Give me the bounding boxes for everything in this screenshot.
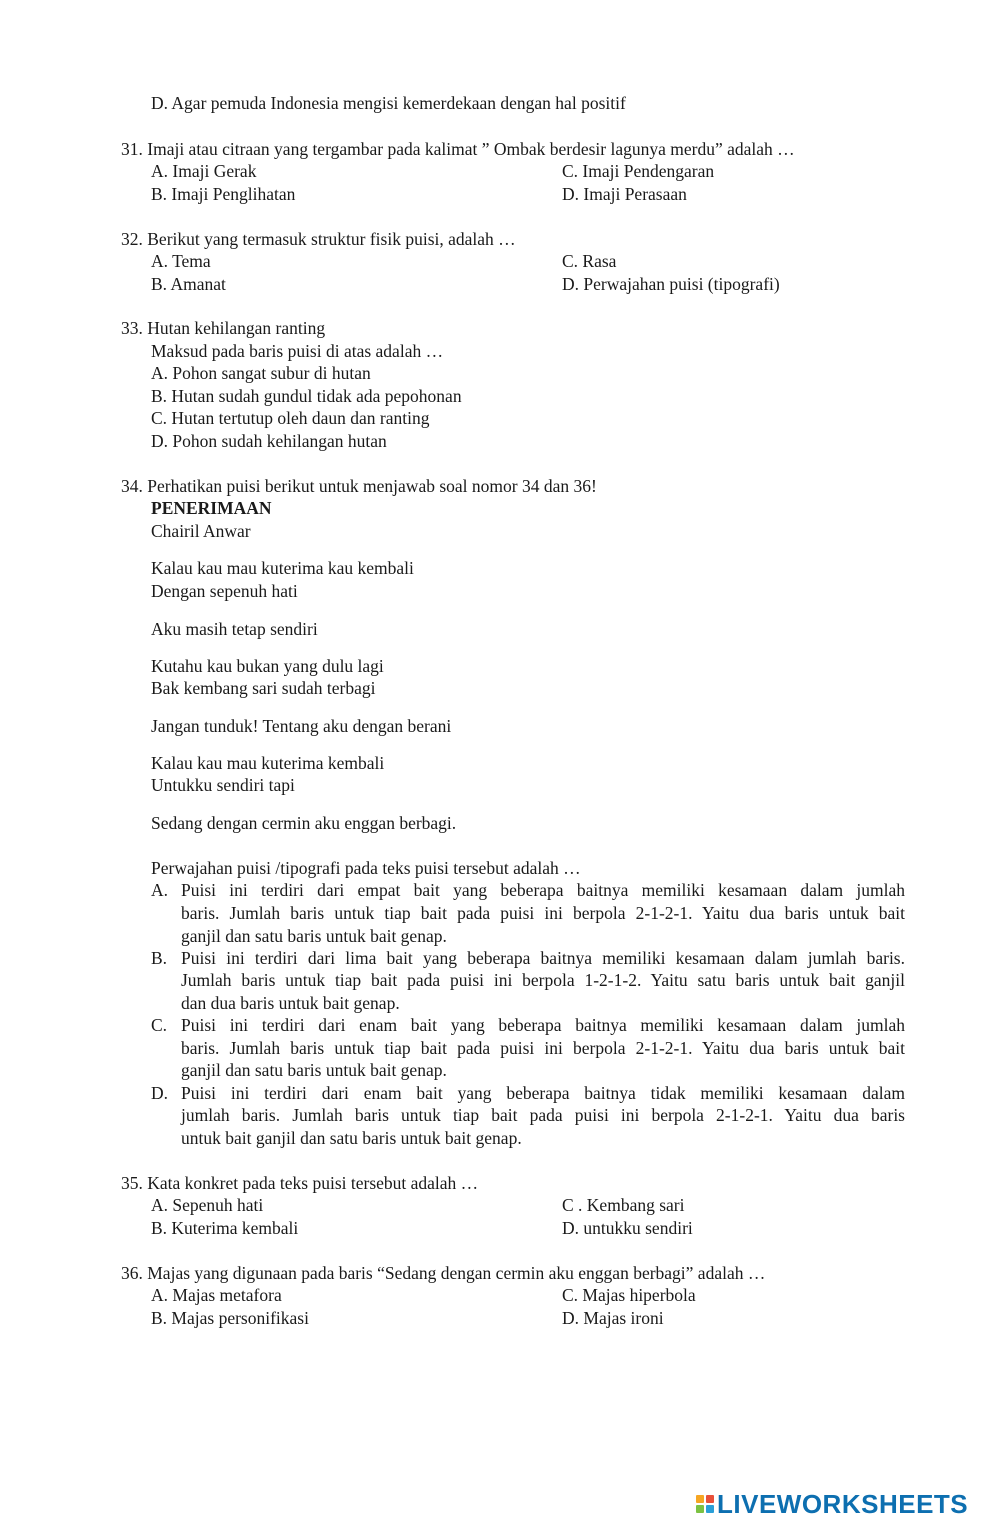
q34-option-c-line: Puisi ini terdiri dari enam bait yang beberapa baitnya memiliki kesamaan dalam jumlah — [181, 1015, 905, 1035]
q34-option-a-line: ganjil dan satu baris untuk bait genap. — [181, 926, 447, 946]
q32-option-a: A. Tema — [151, 251, 211, 271]
poem-title: PENERIMAAN — [151, 498, 272, 518]
q31-option-c: C. Imaji Pendengaran — [562, 161, 715, 181]
q31-stem: 31. Imaji atau citraan yang tergambar pada kalimat ” Ombak berdesir lagunya merdu” adalah … — [121, 139, 795, 159]
q34-stem: 34. Perhatikan puisi berikut untuk menjawab soal nomor 34 dan 36! — [121, 476, 597, 496]
q30-option-d: D. Agar pemuda Indonesia mengisi kemerdekaan dengan hal positif — [151, 93, 626, 113]
q33-option-c: C. Hutan tertutup oleh daun dan ranting — [151, 408, 430, 428]
q34-option-b-line: dan dua baris untuk bait genap. — [181, 993, 400, 1013]
poem-line: Jangan tunduk! Tentang aku dengan berani — [151, 716, 452, 736]
poem-line: Aku masih tetap sendiri — [151, 619, 318, 639]
q33-stem: 33. Hutan kehilangan ranting — [121, 318, 326, 338]
q33-option-a: A. Pohon sangat subur di hutan — [151, 363, 371, 383]
liveworksheets-logo-icon — [696, 1495, 714, 1513]
q35-option-c: C . Kembang sari — [562, 1195, 685, 1215]
q33-option-d: D. Pohon sudah kehilangan hutan — [151, 431, 387, 451]
q32-stem: 32. Berikut yang termasuk struktur fisik puisi, adalah … — [121, 229, 516, 249]
q34-option-b-line: Puisi ini terdiri dari lima bait yang beberapa baitnya memiliki kesamaan dalam jumlah baris. — [181, 948, 905, 968]
poem-line: Bak kembang sari sudah terbagi — [151, 678, 376, 698]
q33-option-b: B. Hutan sudah gundul tidak ada pepohonan — [151, 386, 462, 406]
q36-option-a: A. Majas metafora — [151, 1285, 282, 1305]
q34-option-d-line: jumlah baris. Jumlah baris untuk tiap bait pada puisi ini berpola 2-1-2-1. Yaitu dua baris — [181, 1105, 905, 1125]
q34-question: Perwajahan puisi /tipografi pada teks puisi tersebut adalah … — [151, 858, 581, 878]
q35-option-a: A. Sepenuh hati — [151, 1195, 264, 1215]
poem-line: Sedang dengan cermin aku enggan berbagi. — [151, 813, 457, 833]
q32-option-c: C. Rasa — [562, 251, 617, 271]
watermark-text: LIVEWORKSHEETS — [717, 1488, 969, 1519]
poem-line: Kalau kau mau kuterima kau kembali — [151, 558, 414, 578]
q36-stem: 36. Majas yang digunaan pada baris “Sedang dengan cermin aku enggan berbagi” adalah … — [121, 1263, 766, 1283]
q35-stem: 35. Kata konkret pada teks puisi tersebut adalah … — [121, 1173, 479, 1193]
q35-option-d: D. untukku sendiri — [562, 1218, 693, 1238]
poem-line: Dengan sepenuh hati — [151, 581, 298, 601]
q31-option-d: D. Imaji Perasaan — [562, 184, 687, 204]
q34-option-a-line: baris. Jumlah baris untuk tiap bait pada puisi ini berpola 2-1-2-1. Yaitu dua baris untuk bait — [181, 903, 905, 923]
q35-option-b: B. Kuterima kembali — [151, 1218, 299, 1238]
q31-option-b: B. Imaji Penglihatan — [151, 184, 296, 204]
q31-option-a: A. Imaji Gerak — [151, 161, 257, 181]
q34-option-a-letter: A. — [151, 880, 169, 900]
q36-option-b: B. Majas personifikasi — [151, 1308, 309, 1328]
q36-option-d: D. Majas ironi — [562, 1308, 664, 1328]
poem-author: Chairil Anwar — [151, 521, 251, 541]
q34-option-d-line: Puisi ini terdiri dari enam bait yang beberapa baitnya tidak memiliki kesamaan dalam — [181, 1083, 905, 1103]
q33-subquestion: Maksud pada baris puisi di atas adalah … — [151, 341, 444, 361]
poem-line: Kutahu kau bukan yang dulu lagi — [151, 656, 384, 676]
q34-option-d-line: untuk bait ganjil dan satu baris untuk bait genap. — [181, 1128, 522, 1148]
q34-option-b-line: Jumlah baris untuk tiap bait pada puisi ini berpola 1-2-1-2. Yaitu satu baris untuk bait ganjil — [181, 970, 905, 990]
q34-option-d-letter: D. — [151, 1083, 169, 1103]
q34-option-c-letter: C. — [151, 1015, 168, 1035]
q34-option-c-line: ganjil dan satu baris untuk bait genap. — [181, 1060, 447, 1080]
poem-line: Kalau kau mau kuterima kembali — [151, 753, 385, 773]
q34-option-c-line: baris. Jumlah baris untuk tiap bait pada puisi ini berpola 2-1-2-1. Yaitu dua baris untuk bait — [181, 1038, 905, 1058]
q32-option-d: D. Perwajahan puisi (tipografi) — [562, 274, 780, 294]
q36-option-c: C. Majas hiperbola — [562, 1285, 696, 1305]
poem-line: Untukku sendiri tapi — [151, 775, 295, 795]
liveworksheets-watermark[interactable] — [696, 1489, 968, 1519]
q32-option-b: B. Amanat — [151, 274, 226, 294]
q34-option-b-letter: B. — [151, 948, 168, 968]
q34-option-a-line: Puisi ini terdiri dari empat bait yang beberapa baitnya memiliki kesamaan dalam jumlah — [181, 880, 905, 900]
